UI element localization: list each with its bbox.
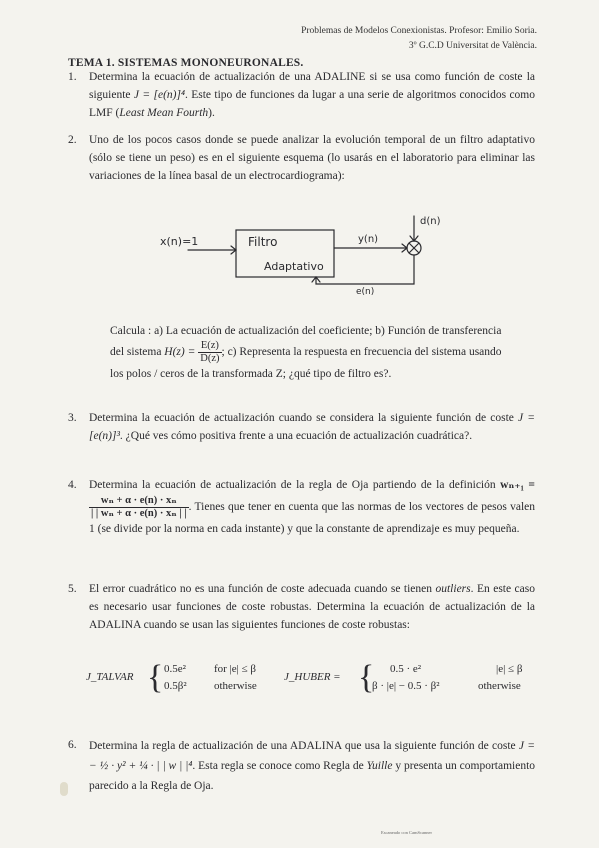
- question-text: Determina la ecuación de actualización de una ADALINE si se usa como función de coste la siguiente: [89, 71, 535, 101]
- header-course: Problemas de Modelos Conexionistas. Profesor: Emilio Soria.: [301, 26, 537, 36]
- filter-label-top: Filtro: [248, 235, 278, 249]
- italic-term: Yuille: [366, 760, 393, 772]
- error-label: e(n): [356, 287, 375, 296]
- question-text: . ¿Qué ves cómo positiva frente a una ecuación de actualización cuadrática?.: [119, 430, 473, 442]
- filter-label-bottom: Adaptativo: [264, 260, 324, 273]
- huber-label: J_HUBER =: [284, 671, 341, 683]
- question-text: El error cuadrático no es una función de coste adecuada cuando se tienen: [89, 583, 436, 595]
- header-university: 3º G.C.D Universitat de València.: [408, 41, 537, 51]
- question-number: 4.: [68, 479, 77, 491]
- question-text: y presenta un comportamiento parecido a la Regla de Oja.: [89, 760, 536, 792]
- question-number: 3.: [68, 412, 77, 424]
- talvar-case2-value: 0.5β²: [164, 680, 187, 692]
- question-text: . Tienes que tener en cuenta que las normas de los vectores de pesos valen 1 (se divide por la norma en cada instante) y que la constante de aprendizaje es muy pequeña.: [89, 501, 535, 535]
- question-text: Uno de los pocos casos donde se puede analizar la evolución temporal de un filtro adaptativo (sólo se tiene un peso) es en el siguiente esquema (lo usarás en el laboratorio para eliminar las variaciones de la línea basal de un electrocardiograma):: [89, 134, 535, 182]
- question-number: 5.: [68, 583, 77, 595]
- oja-lhs: wₙ₊₁ =: [500, 479, 535, 491]
- italic-term: Least Mean Fourth: [119, 107, 209, 119]
- huber-brace: {: [358, 659, 375, 696]
- question-text: Determina la ecuación de actualización cuando se considera la siguiente función de coste: [89, 412, 518, 424]
- error-feedback: [316, 255, 414, 284]
- scan-smudge: [60, 782, 68, 796]
- adaptive-filter-diagram: [160, 212, 450, 296]
- question-text: . Este tipo de funciones da lugar a una serie de algoritmos conocidos como LMF (: [89, 89, 536, 119]
- topic-title: TEMA 1. SISTEMAS MONONEURONALES.: [68, 57, 304, 69]
- talvar-case1-value: 0.5e²: [164, 663, 186, 675]
- desired-label: d(n): [420, 216, 441, 227]
- page-header: [301, 24, 537, 54]
- question-text: Determina la ecuación de actualización de la regla de Oja partiendo de la definición: [89, 479, 501, 491]
- cost-formula: J = [e(n)]³: [89, 412, 535, 442]
- output-label: y(n): [358, 234, 379, 245]
- talvar-brace: {: [147, 659, 164, 696]
- italic-term: outliers: [435, 583, 471, 595]
- question-text: ; c) Representa la respuesta en frecuencia del sistema usando los polos / ceros de la transformada Z; ¿qué tipo de filtro es?.: [110, 346, 502, 380]
- oja-fraction: $\frac{\text{wₙ + α · e(n) · xₙ}}{\text{| | wₙ + α · e(n) · xₙ | |}}$: [91, 495, 187, 519]
- question-text: . Esta regla se conoce como Regla de: [192, 760, 367, 772]
- question-text: Determina la regla de actualización de una ADALINA que usa la siguiente función de coste: [89, 740, 519, 752]
- huber-case1-condition: |e| ≤ β: [496, 663, 523, 675]
- talvar-label: J_TALVAR: [86, 671, 134, 683]
- question-number: 6.: [68, 739, 77, 751]
- cost-formula: J = − ½ · y² + ¼ · | | w | |⁴: [89, 740, 535, 772]
- huber-case2-value: β · |e| − 0.5 · β²: [372, 680, 440, 692]
- question-number: 1.: [68, 71, 77, 83]
- question-text: Calcula : a) La ecuación de actualización del coeficiente; b) Función de transferencia del sistema: [110, 325, 502, 359]
- question-2-tasks: [110, 322, 510, 383]
- question-text: ).: [208, 107, 215, 119]
- huber-case1-value: 0.5 · e²: [390, 663, 422, 675]
- input-label: x(n)=1: [160, 235, 199, 248]
- cost-formula: J = [e(n)]⁴: [133, 89, 185, 101]
- scanner-watermark: Escaneado con CamScanner: [381, 830, 432, 835]
- transfer-function: H(z) =: [164, 346, 196, 359]
- huber-case2-condition: otherwise: [478, 680, 521, 692]
- transfer-fraction: $\frac{E(z)}{D(z)}$: [200, 340, 220, 364]
- talvar-case2-condition: otherwise: [214, 680, 257, 692]
- talvar-case1-condition: for |e| ≤ β: [214, 663, 256, 675]
- question-number: 2.: [68, 134, 77, 146]
- robust-cost-functions: [86, 661, 536, 697]
- question-text: . En este caso es necesario usar funciones de coste robustas. Determina la ecuación de actualización de la ADALINA cuando se usan las siguientes funciones de coste robustas:: [89, 583, 535, 631]
